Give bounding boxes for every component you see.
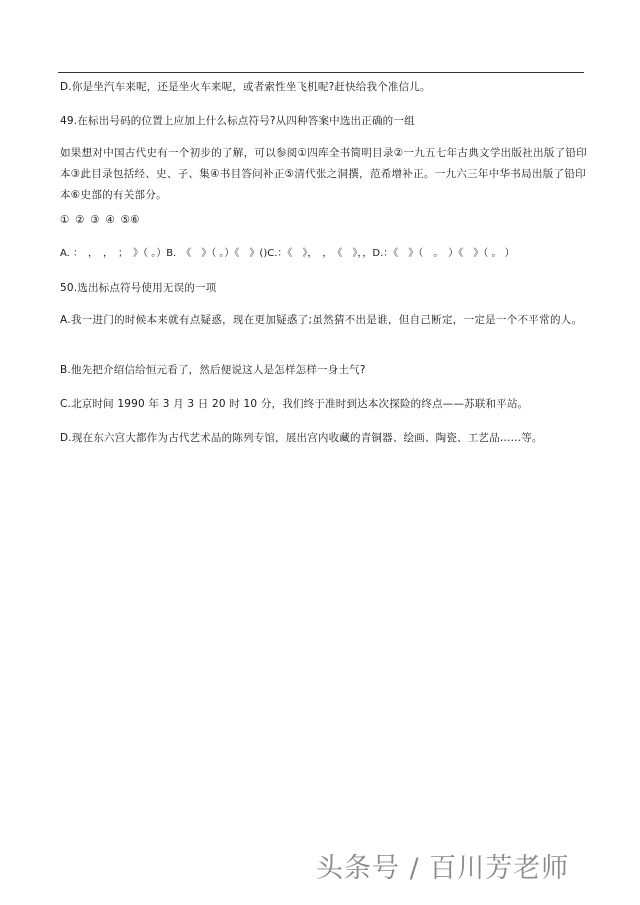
question-49-title: 49.在标出号码的位置上应加上什么标点符号?从四种答案中选出正确的一组	[60, 115, 415, 127]
question-50-option-b: B.他先把介绍信给恒元看了，然后便说这人是怎样怎样一身土气?	[60, 364, 366, 376]
question-50-title: 50.选出标点符号使用无误的一项	[60, 282, 217, 294]
watermark: 头条号 / 百川芳老师	[316, 853, 570, 884]
question-50-option-c: C.北京时间 1990 年 3 月 3 日 20 时 10 分，我们终于准时到达本次探险的终点——苏联和平站。	[60, 398, 529, 410]
question-49-passage: 如果想对中国古代史有一个初步的了解，可以参阅①四库全书简明目录②一九五七年古典文学出版社出版了铅印本③此目录包括经、史、子、集④书目答问补正⑤清代张之洞撰，范希增补正。一九六三年中华书局出版了铅印本⑥史部的有关部分。	[60, 147, 588, 201]
question-50-option-d: D.现在东六宫大都作为古代艺术品的陈列专馆，展出宫内收藏的青铜器、绘画、陶瓷、工艺品……等。	[60, 432, 543, 444]
question-49-options: A. ： ， ， ； 》（ 。）B. 《 》（ 。）《 》()C.：《 》， ， 《 》，，D.：《 》（ 。 ）《 》（ 。 ）	[60, 248, 515, 259]
question-50-option-a: A.我一进门的时候本来就有点疑惑，现在更加疑惑了;虽然猜不出是谁，但自己断定，一定是一个不平常的人。	[60, 314, 583, 326]
header-divider	[58, 72, 584, 73]
question-48-option-d: D.你是坐汽车来呢，还是坐火车来呢，或者索性坐飞机呢?赶快给我个准信儿。	[60, 81, 431, 93]
question-49-numbers: ① ② ③ ④ ⑤⑥	[60, 214, 140, 226]
